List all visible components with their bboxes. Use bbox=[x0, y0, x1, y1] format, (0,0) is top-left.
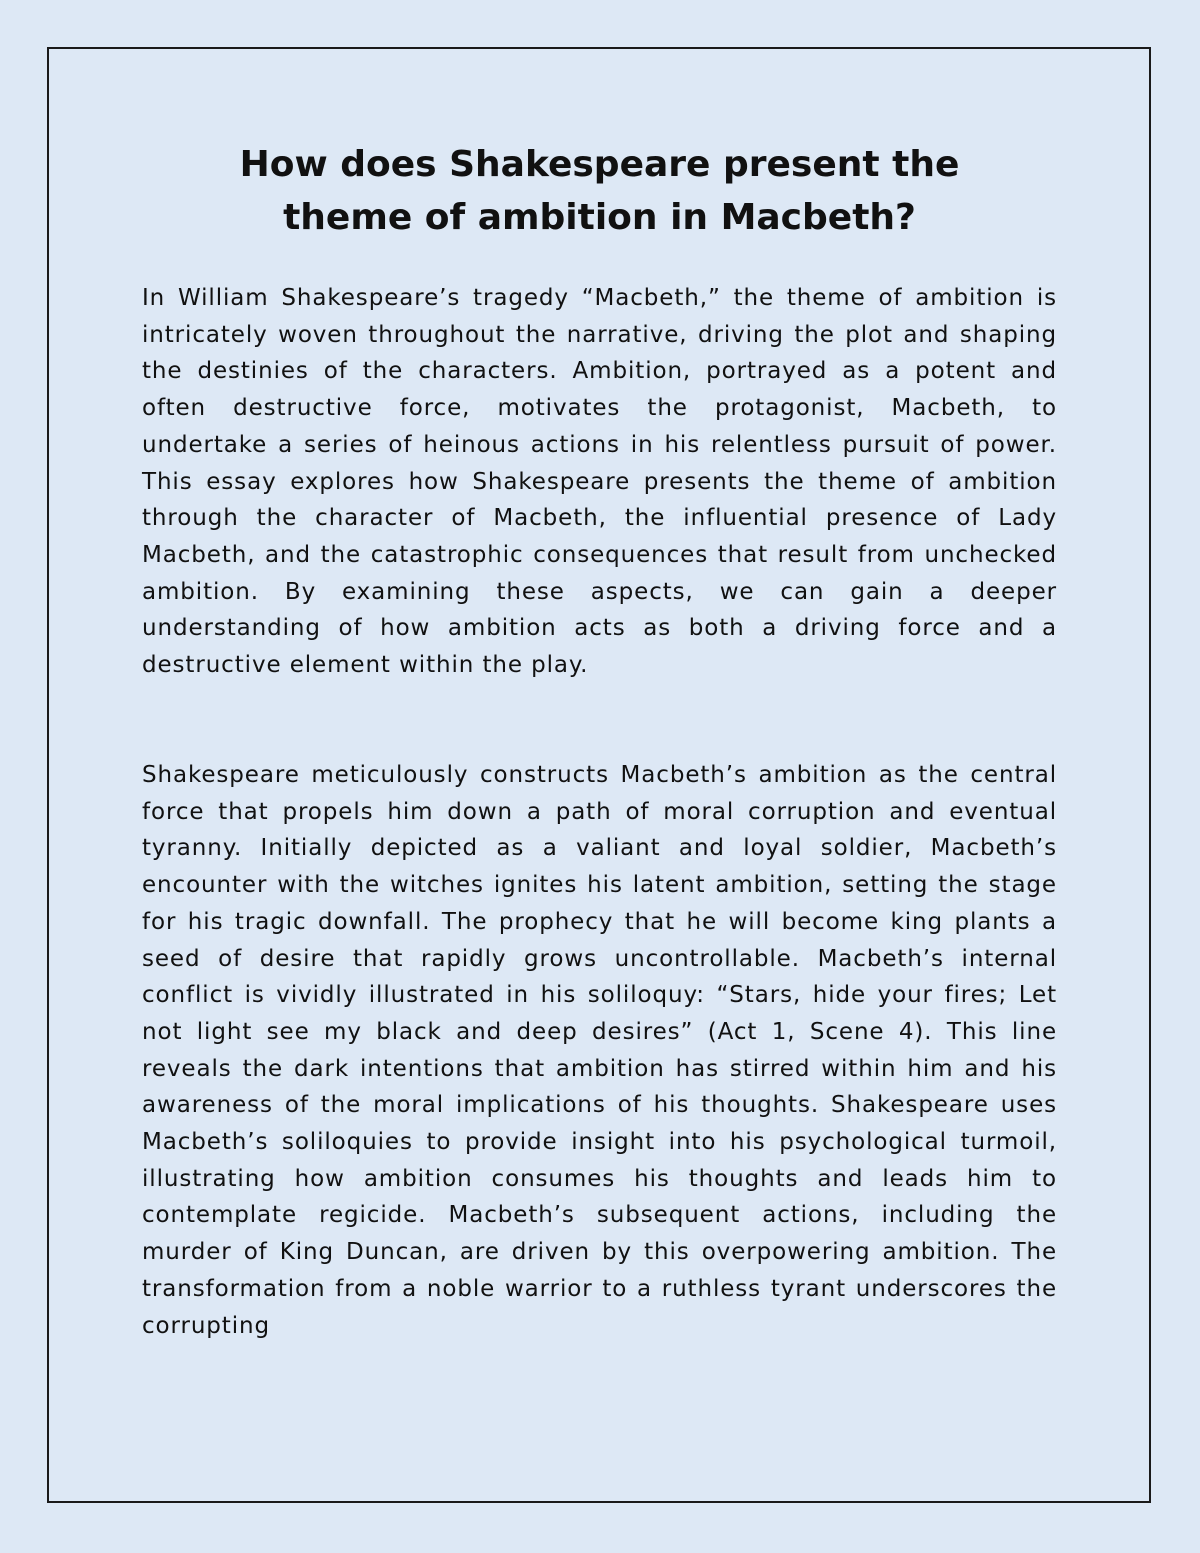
paragraph-macbeth-ambition: Shakespeare meticulously constructs Macbeth’s ambition as the central force that propels him down a path of moral corruption and eventual tyranny. Initially depicted as a valiant and loyal soldier, Macbeth’s encounter with the witches ignites his latent ambition, setting the stage for his tragic downfall. The prophecy that he will become king plants a seed of desire that rapidly grows uncontrollable. Macbeth’s internal conflict is vividly illustrated in his soliloquy: “Stars, hide your fires; Let not light see my black and deep desires” (Act 1, Scene 4). This line reveals the dark intentions that ambition has stirred within him and his awareness of the moral implications of his thoughts. Shakespeare uses Macbeth’s soliloquies to provide insight into his psychological turmoil, illustrating how ambition consumes his thoughts and leads him to contemplate regicide. Macbeth’s subsequent actions, including the murder of King Duncan, are driven by this overpowering ambition. The transformation from a noble warrior to a ruthless tyrant underscores the corrupting bbox=[142, 762, 1057, 1339]
title-line-2: theme of ambition in Macbeth? bbox=[283, 197, 916, 238]
title-line-1: How does Shakespeare present the bbox=[239, 144, 960, 185]
paragraph-introduction: In William Shakespeare’s tragedy “Macbeth,” the theme of ambition is intricately woven throughout the narrative, driving the plot and shaping the destinies of the characters. Ambition, portrayed as a potent and often destructive force, motivates the protagonist, Macbeth, to undertake a series of heinous actions in his relentless pursuit of power. This essay explores how Shakespeare presents the theme of ambition through the character of Macbeth, the influential presence of Lady Macbeth, and the catastrophic consequences that result from unchecked ambition. By examining these aspects, we can gain a deeper understanding of how ambition acts as both a driving force and a destructive element within the play. bbox=[142, 285, 1057, 679]
document-title bbox=[142, 138, 1057, 244]
document-content bbox=[142, 138, 1057, 1339]
